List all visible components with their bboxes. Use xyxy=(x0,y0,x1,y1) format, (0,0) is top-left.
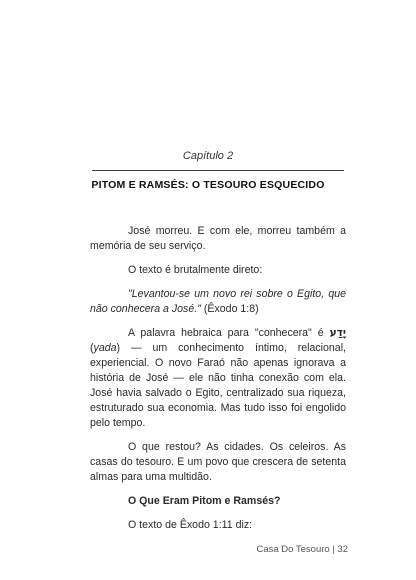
chapter-title: PITOM E RAMSÉS: O TESOURO ESQUECIDO xyxy=(91,179,325,191)
hebrew-word: יָדַע xyxy=(329,327,346,339)
paragraph-4-rest: ) — um conhecimento íntimo, relacional, experiencial. O novo Faraó não apenas ignorava a história de José — ele não tinha conexão com ela. José havia salvado o Egito, centralizado sua riqueza, estruturado sua economia. Mas tudo isso foi engolido pelo tempo. xyxy=(90,342,346,429)
transliteration: yada xyxy=(93,342,117,354)
scripture-quote: "Levantou-se um novo rei sobre o Egito, que não conhecera a José." xyxy=(90,288,346,315)
section-heading: O Que Eram Pitom e Ramsés? xyxy=(128,495,281,507)
paragraph-6: O texto de Êxodo 1:11 diz: xyxy=(128,519,253,531)
title-divider xyxy=(92,170,344,171)
paragraph-4-intro: A palavra hebraica para "conhecera" é xyxy=(128,327,330,339)
chapter-label: Capítulo 2 xyxy=(182,150,234,162)
scripture-reference: (Êxodo 1:8) xyxy=(200,303,259,315)
paragraph-2: O texto é brutalmente direto: xyxy=(128,264,263,276)
paragraph-4 xyxy=(90,326,346,431)
quote-paragraph xyxy=(90,287,346,317)
paragraph-5: O que restou? As cidades. Os celeiros. As casas do tesouro. E um povo que crescera de setenta almas para uma multidão. xyxy=(90,441,346,483)
paragraph-1: José morreu. E com ele, morreu também a memória de seu serviço. xyxy=(90,225,346,252)
page-footer: Casa Do Tesouro | 32 xyxy=(256,544,348,555)
body-text xyxy=(90,224,346,542)
translit-open: ( xyxy=(90,342,94,354)
